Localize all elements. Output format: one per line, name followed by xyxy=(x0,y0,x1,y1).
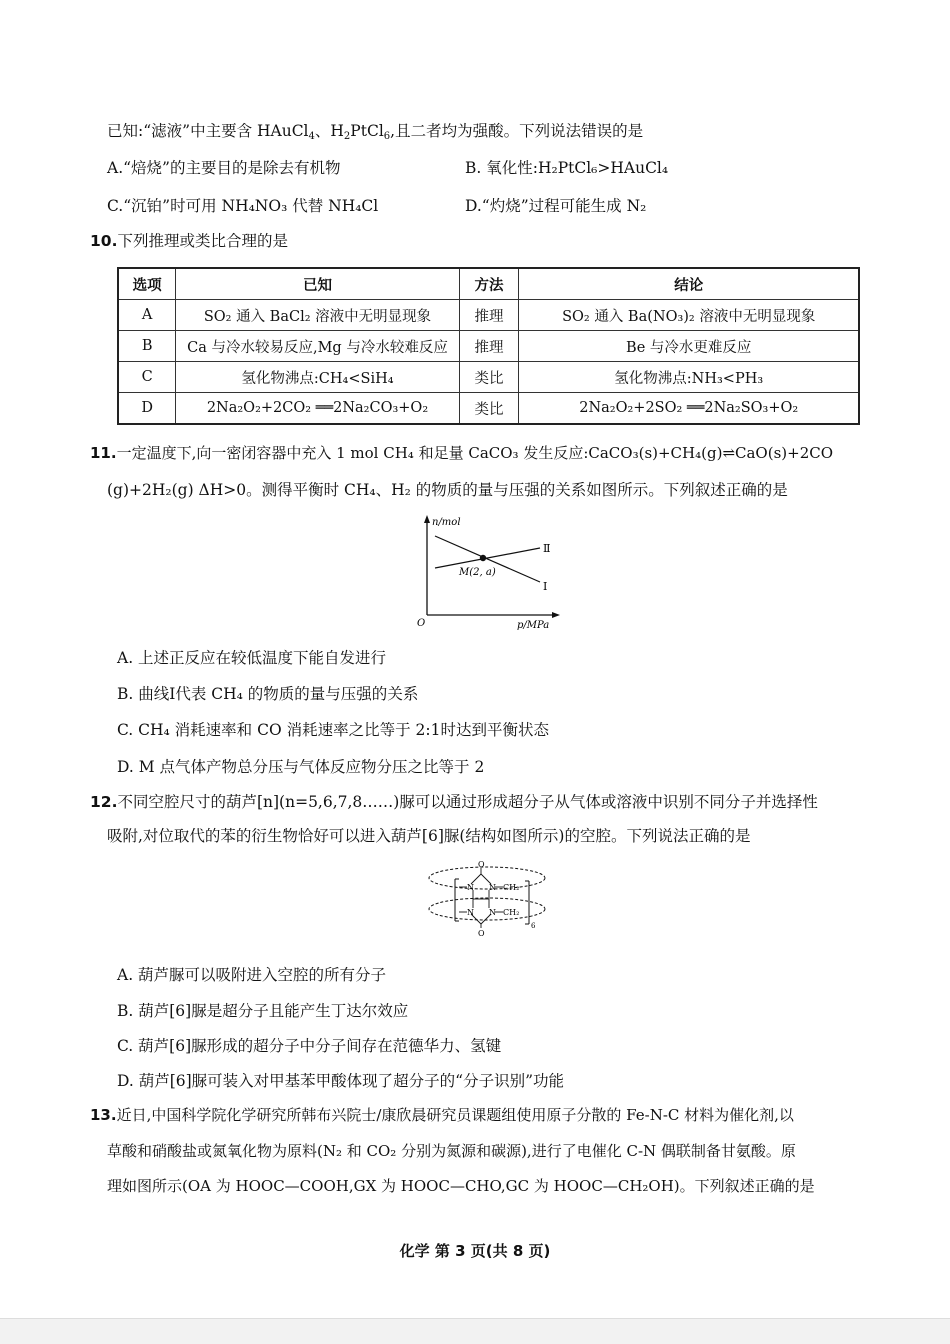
q11-stem-line1: 11.一定温度下,向一密闭容器中充入 1 mol CH₄ 和足量 CaCO₃ 发生反应:CaCO₃(s)+CH₄(g)⇌CaO(s)+2CO xyxy=(90,444,834,462)
q10-number: 10. xyxy=(90,232,118,250)
q12-option-d[interactable]: D. 葫芦[6]脲可装入对甲基苯甲酸体现了超分子的“分子识别”功能 xyxy=(117,1072,565,1090)
table-cell: C xyxy=(118,362,176,393)
q9-known: 已知:“滤液”中主要含 HAuCl$_4$、$H_2PtCl_6$,且二者均为强酸。下列说法错误的是 xyxy=(107,122,644,142)
q13-stem-line3: 理如图所示(OA 为 HOOC—COOH,GX 为 HOOC—CHO,GC 为 HOOC—CH₂OH)。下列叙述正确的是 xyxy=(107,1177,815,1195)
q13-stem-line1: 13.近日,中国科学院化学研究所韩布兴院士/康欣晨研究员课题组使用原子分散的 Fe-N-C 材料为催化剂,以 xyxy=(90,1106,794,1124)
q10-header-known: 已知 xyxy=(176,268,459,300)
q12-option-c[interactable]: C. 葫芦[6]脲形成的超分子中分子间存在范德华力、氢键 xyxy=(117,1037,502,1055)
q12-structure xyxy=(425,856,553,936)
q10-header-conclusion: 结论 xyxy=(519,268,859,300)
q11-stem-line2: (g)+2H₂(g) ΔH>0。测得平衡时 CH₄、H₂ 的物质的量与压强的关系如图所示。下列叙述正确的是 xyxy=(107,481,788,499)
oxygen-bottom-label: O xyxy=(478,929,485,936)
table-cell: D xyxy=(118,393,176,425)
q11-option-d[interactable]: D. M 点气体产物总分压与气体反应物分压之比等于 2 xyxy=(117,758,485,776)
table-row[interactable] xyxy=(118,362,859,393)
x-axis-label: p/MPa xyxy=(517,620,550,631)
q10-stem: 10.下列推理或类比合理的是 xyxy=(90,232,288,250)
table-cell: 氢化物沸点:NH₃<PH₃ xyxy=(519,362,859,393)
origin-label: O xyxy=(417,618,426,629)
bottom-bar xyxy=(0,1318,950,1344)
q10-table xyxy=(117,267,860,425)
table-cell: Ca 与冷水较易反应,Mg 与冷水较难反应 xyxy=(176,331,459,362)
q11-graph xyxy=(415,512,565,632)
table-cell: 推理 xyxy=(459,300,519,331)
q12-option-a[interactable]: A. 葫芦脲可以吸附进入空腔的所有分子 xyxy=(117,966,387,984)
q13-stem-line2: 草酸和硝酸盐或氮氧化物为原料(N₂ 和 CO₂ 分别为氮源和碳源),进行了电催化 C-N 偶联制备甘氨酸。原 xyxy=(107,1142,796,1160)
q9-option-b[interactable]: B. 氧化性:H₂PtCl₆>HAuCl₄ xyxy=(465,159,669,177)
table-cell: 2Na₂O₂+2CO₂ ══2Na₂CO₃+O₂ xyxy=(176,393,459,425)
q12-stem-line2: 吸附,对位取代的苯的衍生物恰好可以进入葫芦[6]脲(结构如图所示)的空腔。下列说法正确的是 xyxy=(107,827,751,845)
point-m xyxy=(480,555,486,561)
curve-2 xyxy=(435,548,540,568)
table-cell: SO₂ 通入 BaCl₂ 溶液中无明显现象 xyxy=(176,300,459,331)
q12-number: 12. xyxy=(90,793,118,811)
nitrogen-label: N xyxy=(489,908,496,917)
q11-option-a[interactable]: A. 上述正反应在较低温度下能自发进行 xyxy=(117,649,387,667)
q12-stem-line1: 12.不同空腔尺寸的葫芦[n](n=5,6,7,8……)脲可以通过形成超分子从气体或溶液中识别不同分子并选择性 xyxy=(90,793,818,811)
table-cell: 推理 xyxy=(459,331,519,362)
q9-option-c[interactable]: C.“沉铂”时可用 NH₄NO₃ 代替 NH₄Cl xyxy=(107,197,379,215)
curve-1-label: Ⅰ xyxy=(543,580,548,593)
nitrogen-label: N xyxy=(489,883,496,892)
table-cell: SO₂ 通入 Ba(NO₃)₂ 溶液中无明显现象 xyxy=(519,300,859,331)
table-cell: B xyxy=(118,331,176,362)
table-row[interactable] xyxy=(118,331,859,362)
q11-option-b[interactable]: B. 曲线Ⅰ代表 CH₄ 的物质的量与压强的关系 xyxy=(117,685,419,703)
oxygen-top-label: O xyxy=(478,860,485,869)
q9-option-a[interactable]: A.“焙烧”的主要目的是除去有机物 xyxy=(107,159,341,177)
nitrogen-label: N xyxy=(467,883,474,892)
q13-number: 13. xyxy=(90,1106,117,1124)
point-m-label: M(2, a) xyxy=(459,567,496,578)
table-cell: 氢化物沸点:CH₄<SiH₄ xyxy=(176,362,459,393)
table-row[interactable] xyxy=(118,300,859,331)
table-cell: A xyxy=(118,300,176,331)
y-axis-label: n/mol xyxy=(432,517,461,528)
page-footer: 化学 第 3 页(共 8 页) xyxy=(399,1242,551,1260)
q10-header-method: 方法 xyxy=(459,268,519,300)
q10-header-option: 选项 xyxy=(118,268,176,300)
table-row[interactable] xyxy=(118,393,859,425)
q11-number: 11. xyxy=(90,444,117,462)
table-cell: 类比 xyxy=(459,393,519,425)
curve-2-label: Ⅱ xyxy=(543,542,551,555)
ch2-top-label: CH₂ xyxy=(503,883,520,892)
nitrogen-label: N xyxy=(467,908,474,917)
ch2-bottom-label: CH₂ xyxy=(503,908,520,917)
table-cell: Be 与冷水更难反应 xyxy=(519,331,859,362)
q9-option-d[interactable]: D.“灼烧”过程可能生成 N₂ xyxy=(465,197,647,215)
repeat-subscript-label: 6 xyxy=(531,922,536,930)
q12-option-b[interactable]: B. 葫芦[6]脲是超分子且能产生丁达尔效应 xyxy=(117,1002,409,1020)
table-cell: 2Na₂O₂+2SO₂ ══2Na₂SO₃+O₂ xyxy=(519,393,859,425)
table-cell: 类比 xyxy=(459,362,519,393)
q11-option-c[interactable]: C. CH₄ 消耗速率和 CO 消耗速率之比等于 2:1时达到平衡状态 xyxy=(117,721,549,739)
